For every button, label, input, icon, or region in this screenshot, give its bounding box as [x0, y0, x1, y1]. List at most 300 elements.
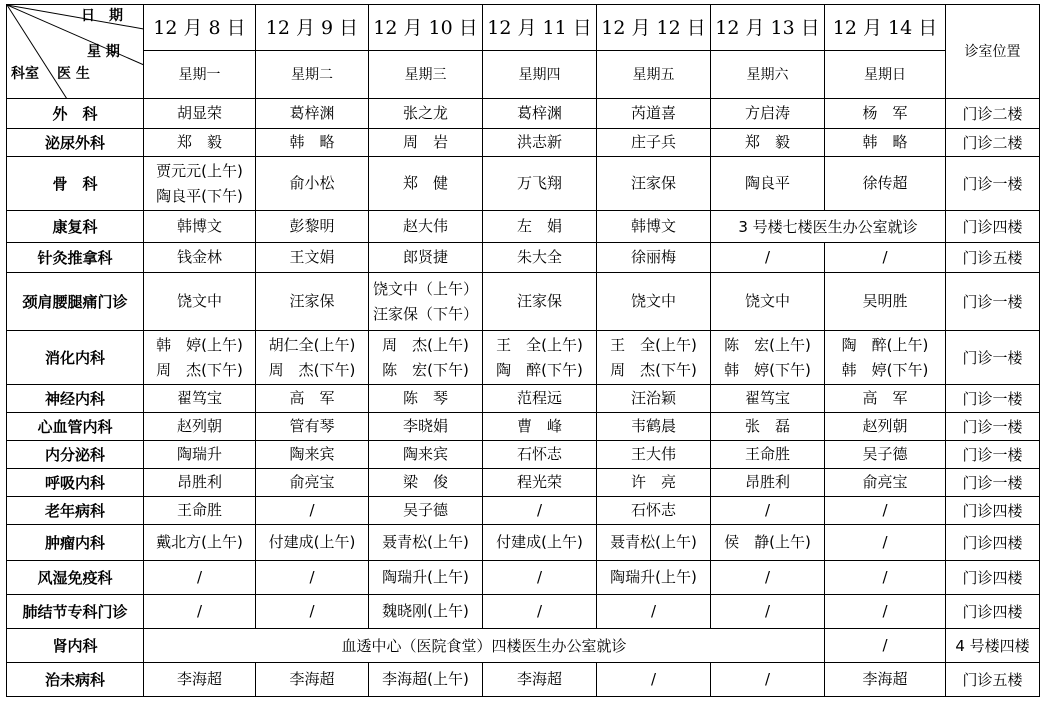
department-name: 神经内科 [7, 385, 144, 413]
date-header: 12 月 11 日 [483, 5, 597, 51]
department-name: 颈肩腰腿痛门诊 [7, 273, 144, 331]
doctor-name: / [764, 602, 771, 620]
doctor-name: 张之龙 [402, 104, 448, 122]
clinic-location: 门诊一楼 [946, 441, 1040, 469]
doctor-name: 吴明胜 [862, 292, 908, 310]
doctor-name: 饶文中（上午） [372, 279, 478, 298]
doctor-cell [369, 129, 483, 157]
doctor-cell [483, 525, 597, 561]
doctor-cell [144, 331, 256, 385]
department-name: 外 科 [7, 99, 144, 129]
doctor-name: 郎贤捷 [402, 248, 448, 266]
doctor-cell [711, 441, 825, 469]
department-name: 消化内科 [7, 331, 144, 385]
doctor-cell [825, 157, 946, 211]
corner-date-label: 日 期 [81, 8, 123, 24]
doctor-cell [144, 99, 256, 129]
doctor-name: 侯 静(上午) [724, 533, 811, 551]
doctor-cell [825, 385, 946, 413]
doctor-name: 李晓娟 [402, 417, 448, 435]
doctor-cell [711, 273, 825, 331]
doctor-name: 李海超 [516, 670, 562, 688]
doctor-cell [711, 157, 825, 211]
clinic-location: 门诊一楼 [946, 157, 1040, 211]
doctor-cell [483, 211, 597, 243]
doctor-name: 方启涛 [744, 104, 790, 122]
department-name: 风湿免疫科 [7, 561, 144, 595]
doctor-name: 周 杰(下午) [268, 360, 356, 379]
doctor-cell [597, 273, 711, 331]
doctor-cell [711, 525, 825, 561]
doctor-cell [597, 157, 711, 211]
department-name: 肺结节专科门诊 [7, 595, 144, 629]
doctor-cell [597, 525, 711, 561]
doctor-name: 周 杰(上午) [382, 335, 469, 354]
doctor-cell [256, 525, 369, 561]
doctor-name: / [650, 670, 657, 688]
doctor-name: 俞亮宝 [862, 473, 908, 491]
doctor-cell [144, 441, 256, 469]
doctor-cell [144, 413, 256, 441]
doctor-name: / [882, 568, 888, 586]
doctor-name: 朱大全 [516, 248, 562, 266]
doctor-name: / [882, 636, 888, 654]
table-corner-header [7, 5, 144, 99]
doctor-name: 郑 毅 [744, 133, 790, 151]
doctor-cell [597, 99, 711, 129]
doctor-cell [256, 243, 369, 273]
doctor-name: / [764, 568, 771, 586]
doctor-name: 范程远 [516, 389, 562, 407]
clinic-location: 门诊一楼 [946, 469, 1040, 497]
doctor-cell [597, 413, 711, 441]
doctor-name: 付建成(上午) [268, 533, 356, 551]
doctor-name: 饶文中 [744, 292, 790, 310]
clinic-location: 门诊四楼 [946, 525, 1040, 561]
doctor-cell [597, 331, 711, 385]
weekday-header: 星期四 [483, 51, 597, 99]
doctor-name: 王文娟 [289, 248, 335, 266]
department-name: 治未病科 [7, 663, 144, 697]
doctor-name: 韩博文 [176, 217, 222, 235]
doctor-name: / [650, 602, 657, 620]
doctor-cell [825, 497, 946, 525]
doctor-cell [483, 99, 597, 129]
doctor-name: 胡显荣 [176, 104, 222, 122]
department-name: 老年病科 [7, 497, 144, 525]
doctor-name: 洪志新 [516, 133, 562, 151]
doctor-cell [144, 273, 256, 331]
doctor-cell [825, 441, 946, 469]
clinic-location: 门诊五楼 [946, 663, 1040, 697]
doctor-cell [256, 129, 369, 157]
doctor-name: / [882, 602, 888, 620]
doctor-name: 汪治颖 [630, 389, 676, 407]
location-header: 诊室位置 [946, 5, 1040, 99]
doctor-cell [711, 331, 825, 385]
department-name: 肾内科 [7, 629, 144, 663]
department-name: 呼吸内科 [7, 469, 144, 497]
department-name: 肿瘤内科 [7, 525, 144, 561]
date-header: 12 月 9 日 [256, 5, 369, 51]
table-row [7, 629, 1040, 663]
doctor-name: / [882, 501, 888, 519]
doctor-name: / [536, 602, 543, 620]
doctor-cell [483, 413, 597, 441]
doctor-name: 俞亮宝 [289, 473, 335, 491]
doctor-name: 曹 峰 [516, 417, 562, 435]
doctor-cell [825, 629, 946, 663]
doctor-name: 韩 略 [289, 133, 335, 151]
doctor-name: 万飞翔 [516, 174, 562, 192]
doctor-cell [711, 413, 825, 441]
doctor-cell [597, 469, 711, 497]
doctor-cell [256, 99, 369, 129]
doctor-name: 左 娟 [516, 217, 562, 235]
doctor-cell [825, 413, 946, 441]
doctor-name: 饶文中 [176, 292, 222, 310]
doctor-name: 聂青松(上午) [382, 533, 469, 551]
doctor-name: 韩博文 [630, 217, 676, 235]
duty-schedule-table [6, 4, 1040, 697]
doctor-name: / [309, 501, 315, 519]
doctor-name: 王大伟 [630, 445, 676, 463]
doctor-cell [256, 595, 369, 629]
doctor-cell [711, 469, 825, 497]
doctor-cell [597, 129, 711, 157]
doctor-name: 韦鹤晨 [630, 417, 676, 435]
doctor-name: 赵列朝 [176, 417, 222, 435]
doctor-cell [256, 413, 369, 441]
doctor-cell [483, 331, 597, 385]
table-row [7, 99, 1040, 129]
doctor-name: 陈 宏(下午) [382, 360, 469, 379]
doctor-name: 李海超 [862, 670, 908, 688]
doctor-name: 郑 健 [402, 174, 448, 192]
doctor-cell [369, 497, 483, 525]
doctor-name: 汪家保 [630, 174, 676, 192]
doctor-cell [144, 663, 256, 697]
doctor-cell [483, 595, 597, 629]
merged-note-cell: 血透中心（医院食堂）四楼医生办公室就诊 [144, 629, 825, 663]
doctor-name: 郑 毅 [176, 133, 222, 151]
doctor-name: 陶良平 [744, 174, 790, 192]
doctor-name: 饶文中 [630, 292, 676, 310]
merged-note-cell: 3 号楼七楼医生办公室就诊 [711, 211, 946, 243]
doctor-name: 李海超 [289, 670, 335, 688]
doctor-name: 芮道喜 [630, 104, 676, 122]
doctor-name: 钱金林 [176, 248, 222, 266]
table-row [7, 469, 1040, 497]
clinic-location: 门诊一楼 [946, 385, 1040, 413]
date-header: 12 月 13 日 [711, 5, 825, 51]
doctor-cell [256, 497, 369, 525]
weekday-header: 星期二 [256, 51, 369, 99]
doctor-name: 徐丽梅 [630, 248, 676, 266]
doctor-cell [369, 525, 483, 561]
table-row [7, 331, 1040, 385]
table-row [7, 129, 1040, 157]
doctor-cell [483, 273, 597, 331]
department-name: 针灸推拿科 [7, 243, 144, 273]
doctor-name: 葛梓渊 [289, 104, 335, 122]
doctor-cell [597, 595, 711, 629]
doctor-cell [825, 595, 946, 629]
doctor-name: 周 岩 [402, 133, 448, 151]
doctor-name: 陶瑞升(上午) [382, 568, 469, 586]
doctor-cell [825, 273, 946, 331]
weekday-header: 星期一 [144, 51, 256, 99]
weekday-header: 星期三 [369, 51, 483, 99]
doctor-name: 韩 略 [862, 133, 908, 151]
department-name: 泌尿外科 [7, 129, 144, 157]
doctor-name: 昂胜利 [176, 473, 222, 491]
clinic-location: 门诊二楼 [946, 129, 1040, 157]
doctor-cell [597, 497, 711, 525]
department-name: 心血管内科 [7, 413, 144, 441]
doctor-name: / [882, 248, 888, 266]
doctor-cell [144, 243, 256, 273]
corner-dept-label: 科室 [11, 66, 39, 82]
doctor-name: 陶瑞升(上午) [610, 568, 697, 586]
doctor-name: 葛梓渊 [516, 104, 562, 122]
doctor-name: 高 军 [862, 389, 908, 407]
doctor-name: 胡仁全(上午) [268, 335, 356, 354]
date-header: 12 月 14 日 [825, 5, 946, 51]
doctor-cell [369, 243, 483, 273]
doctor-cell [256, 469, 369, 497]
doctor-cell [711, 243, 825, 273]
doctor-cell [711, 595, 825, 629]
schedule-rows [7, 99, 1040, 697]
doctor-name: 张 磊 [744, 417, 790, 435]
doctor-cell [483, 469, 597, 497]
doctor-cell [825, 331, 946, 385]
doctor-cell [369, 157, 483, 211]
doctor-name: 韩 婷(下午) [841, 360, 929, 379]
weekday-header: 星期五 [597, 51, 711, 99]
doctor-cell [597, 441, 711, 469]
doctor-name: 昂胜利 [744, 473, 790, 491]
doctor-name: 陈 宏(上午) [724, 335, 811, 354]
doctor-cell [825, 561, 946, 595]
table-row [7, 561, 1040, 595]
doctor-name: 吴子德 [402, 501, 448, 519]
doctor-cell [256, 385, 369, 413]
doctor-cell [144, 525, 256, 561]
clinic-location: 4 号楼四楼 [946, 629, 1040, 663]
doctor-cell [711, 663, 825, 697]
doctor-cell [711, 497, 825, 525]
doctor-cell [597, 663, 711, 697]
doctor-cell [144, 497, 256, 525]
doctor-name: 王 全(上午) [496, 335, 583, 354]
weekday-header: 星期日 [825, 51, 946, 99]
doctor-cell [597, 211, 711, 243]
doctor-name: 彭黎明 [289, 217, 335, 235]
doctor-cell [483, 497, 597, 525]
doctor-cell [369, 469, 483, 497]
corner-doctor-label: 医 生 [57, 66, 90, 82]
doctor-cell [483, 243, 597, 273]
doctor-cell [369, 211, 483, 243]
clinic-location: 门诊二楼 [946, 99, 1040, 129]
doctor-cell [256, 331, 369, 385]
doctor-name: 韩 婷(上午) [156, 335, 243, 354]
doctor-name: / [536, 501, 543, 519]
doctor-name: / [764, 248, 771, 266]
doctor-cell [711, 129, 825, 157]
table-row [7, 211, 1040, 243]
doctor-cell [144, 157, 256, 211]
doctor-name: 周 杰(下午) [156, 360, 243, 379]
doctor-cell [711, 561, 825, 595]
table-row [7, 385, 1040, 413]
clinic-location: 门诊四楼 [946, 211, 1040, 243]
doctor-cell [483, 663, 597, 697]
doctor-cell [825, 663, 946, 697]
corner-diagonal-lines [7, 5, 144, 99]
doctor-cell [369, 413, 483, 441]
doctor-name: 陈 琴 [402, 389, 448, 407]
doctor-cell [711, 99, 825, 129]
doctor-name: 翟笃宝 [176, 389, 222, 407]
doctor-name: 翟笃宝 [744, 389, 790, 407]
doctor-name: 高 军 [289, 389, 335, 407]
doctor-name: 聂青松(上午) [610, 533, 697, 551]
doctor-name: / [764, 670, 771, 688]
doctor-name: 许 亮 [630, 473, 676, 491]
doctor-name: 李海超(上午) [382, 670, 469, 688]
doctor-cell [369, 595, 483, 629]
doctor-name: 庄子兵 [630, 133, 676, 151]
doctor-name: 杨 军 [862, 104, 908, 122]
doctor-name: 陶瑞升 [176, 445, 222, 463]
department-name: 骨 科 [7, 157, 144, 211]
doctor-cell [597, 385, 711, 413]
doctor-cell [483, 561, 597, 595]
doctor-cell [256, 273, 369, 331]
department-name: 内分泌科 [7, 441, 144, 469]
doctor-name: 陶来宾 [289, 445, 335, 463]
clinic-location: 门诊四楼 [946, 561, 1040, 595]
doctor-name: / [196, 568, 203, 586]
doctor-name: / [309, 568, 315, 586]
doctor-cell [369, 385, 483, 413]
table-row [7, 157, 1040, 211]
date-header: 12 月 12 日 [597, 5, 711, 51]
doctor-name: / [882, 533, 888, 551]
doctor-name: 管有琴 [289, 417, 335, 435]
doctor-name: 徐传超 [862, 174, 908, 192]
doctor-name: 陶良平(下午) [156, 186, 243, 205]
doctor-cell [597, 561, 711, 595]
table-row [7, 663, 1040, 697]
doctor-name: 陶 醉(上午) [841, 335, 929, 354]
doctor-cell [597, 243, 711, 273]
doctor-name: 汪家保 [289, 292, 335, 310]
doctor-cell [711, 385, 825, 413]
doctor-name: 吴子德 [862, 445, 908, 463]
clinic-location: 门诊四楼 [946, 595, 1040, 629]
doctor-cell [483, 441, 597, 469]
doctor-name: / [196, 602, 203, 620]
doctor-cell [825, 129, 946, 157]
doctor-name: 汪家保 [516, 292, 562, 310]
doctor-name: 王命胜 [744, 445, 790, 463]
doctor-cell [144, 595, 256, 629]
date-header: 12 月 10 日 [369, 5, 483, 51]
clinic-location: 门诊一楼 [946, 331, 1040, 385]
weekday-header: 星期六 [711, 51, 825, 99]
doctor-cell [369, 561, 483, 595]
corner-weekday-label: 星 期 [87, 44, 120, 60]
table-row [7, 497, 1040, 525]
clinic-location: 门诊一楼 [946, 273, 1040, 331]
doctor-name: 李海超 [176, 670, 222, 688]
doctor-name: 赵大伟 [402, 217, 448, 235]
doctor-cell [825, 99, 946, 129]
doctor-name: 贾元元(上午) [156, 161, 243, 180]
doctor-cell [144, 129, 256, 157]
doctor-name: 魏晓刚(上午) [382, 602, 469, 620]
table-row [7, 273, 1040, 331]
table-row [7, 525, 1040, 561]
doctor-cell [369, 273, 483, 331]
doctor-cell [144, 211, 256, 243]
doctor-cell [483, 129, 597, 157]
doctor-name: 陶来宾 [402, 445, 448, 463]
doctor-name: 周 杰(下午) [610, 360, 697, 379]
doctor-name: 付建成(上午) [496, 533, 583, 551]
doctor-name: 戴北方(上午) [156, 533, 243, 551]
doctor-cell [483, 157, 597, 211]
doctor-cell [256, 211, 369, 243]
table-row [7, 243, 1040, 273]
doctor-cell [483, 385, 597, 413]
doctor-name: 陶 醉(下午) [496, 360, 583, 379]
table-row [7, 441, 1040, 469]
doctor-name: 石怀志 [630, 501, 676, 519]
doctor-name: / [309, 602, 315, 620]
date-header: 12 月 8 日 [144, 5, 256, 51]
doctor-cell [256, 441, 369, 469]
table-row [7, 595, 1040, 629]
doctor-cell [369, 441, 483, 469]
doctor-name: 赵列朝 [862, 417, 908, 435]
doctor-name: 汪家保（下午） [372, 304, 478, 323]
doctor-cell [144, 385, 256, 413]
doctor-cell [369, 99, 483, 129]
clinic-location: 门诊五楼 [946, 243, 1040, 273]
doctor-name: 韩 婷(下午) [724, 360, 811, 379]
doctor-name: / [536, 568, 543, 586]
doctor-name: 王 全(上午) [610, 335, 697, 354]
clinic-location: 门诊一楼 [946, 413, 1040, 441]
doctor-name: / [764, 501, 771, 519]
doctor-cell [256, 561, 369, 595]
doctor-cell [825, 525, 946, 561]
doctor-name: 梁 俊 [402, 473, 448, 491]
clinic-location: 门诊四楼 [946, 497, 1040, 525]
doctor-cell [369, 331, 483, 385]
doctor-cell [144, 469, 256, 497]
doctor-name: 王命胜 [176, 501, 222, 519]
table-row [7, 413, 1040, 441]
doctor-cell [825, 469, 946, 497]
department-name: 康复科 [7, 211, 144, 243]
doctor-cell [825, 243, 946, 273]
